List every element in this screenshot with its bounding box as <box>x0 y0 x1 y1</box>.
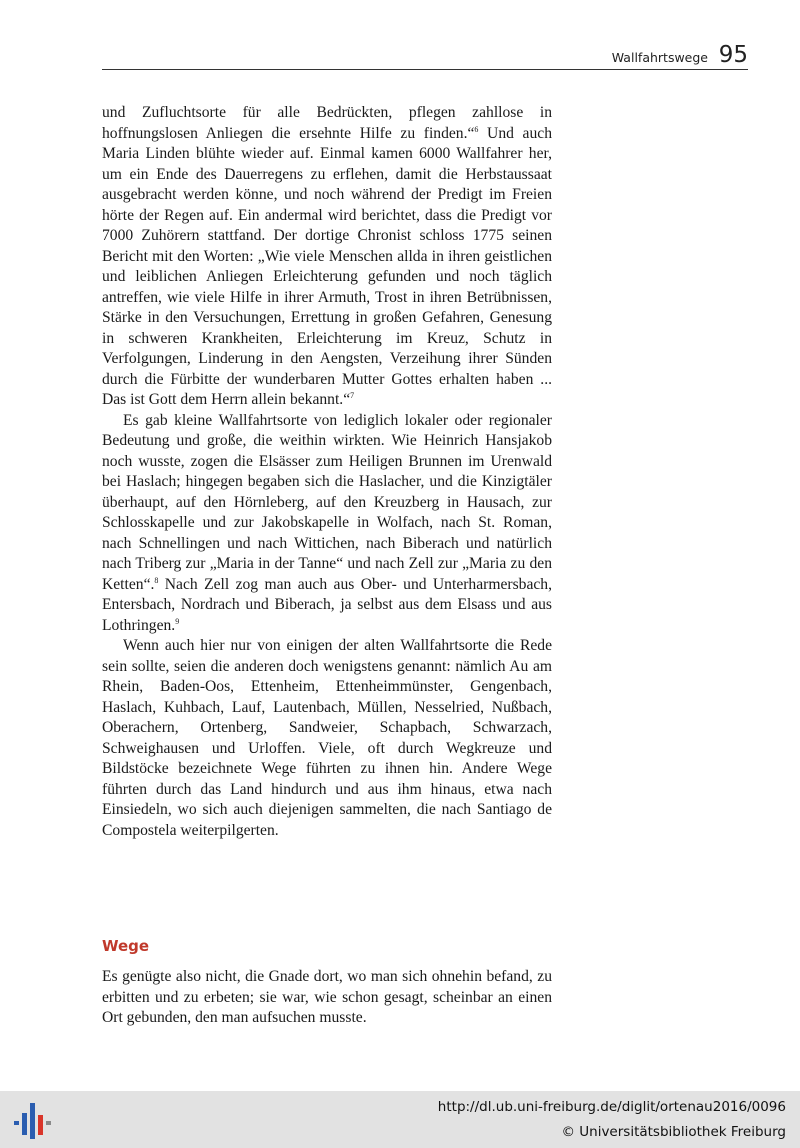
source-url-link[interactable]: http://dl.ub.uni-freiburg.de/diglit/ortenau2016/0096 <box>437 1099 786 1115</box>
ub-freiburg-logo-icon[interactable] <box>12 1101 52 1141</box>
paragraph-1-text-a: und Zufluchtsorte für alle Bedrückten, pflegen zahllose in hoffnungslosen Anliegen die ersehnte Hilfe zu finden.“ <box>102 104 552 142</box>
paragraph-2-text-b: Nach Zell zog man auch aus Ober- und Unterharmersbach, Entersbach, Nordrach und Biberach, ja selbst aus dem Elsass und aus Lothringen. <box>102 575 552 634</box>
footer-bar <box>0 1091 800 1148</box>
footnote-ref-9[interactable]: 9 <box>175 616 180 626</box>
paragraph-2 <box>102 411 552 637</box>
header-rule <box>102 69 748 70</box>
page-number: 95 <box>718 42 748 68</box>
paragraph-2-text-a: Es gab kleine Wallfahrtsorte von lediglich lokaler oder regionaler Bedeutung und große, die weithin wirkten. Wie Heinrich Hansjakob noch wusste, zogen die Elsässer zum Heiligen Brunnen im Urenwald bei Haslach; hingegen begaben sich die Haslacher, und die Kinzigtäler überhaupt, auf den Hörnleberg, auf den Kreuzberg in Hausach, zur Schlosskapelle und zur Jakobskapelle in Wolfach, nach St. Roman, nach Schnellingen und nach Wittichen, nach Biberach und natürlich nach Triberg zur „Maria in der Tanne“ und nach Zell zur „Maria zu den Ketten“. <box>102 411 552 593</box>
paragraph-4: Es genügte also nicht, die Gnade dort, wo man sich ohnehin befand, zu erbitten und zu erbeten; sie war, wie schon gesagt, scheinbar an einen Ort gebunden, den man aufsuchen musste. <box>102 968 552 1026</box>
running-head <box>102 44 748 72</box>
paragraph-3: Wenn auch hier nur von einigen der alten Wallfahrtsorte die Rede sein sollte, seien die anderen doch wenigstens genannt: nämlich Au am Rhein, Baden-Oos, Ettenheim, Ettenheimmünster, Gengenbach, Haslach, Kuhbach, Lauf, Lautenbach, Müllen, Nesselried, Nußbach, Oberachern, Ortenberg, Sandweier, Schapbach, Schwarzach, Schweighausen und Urloffen. Viele, oft durch Wegkreuze und Bildstöcke bezeichnete Wege führten zu ihnen hin. Andere Wege führten durch das Land hindurch und aus ihm hinaus, etwa nach Einsiedeln, wo sich auch diejenigen sammelten, die nach Santiago de Compostela weiterpilgerten. <box>102 637 552 839</box>
section-heading: Wege <box>102 937 150 955</box>
paragraph-1 <box>102 103 552 411</box>
running-title: Wallfahrtswege <box>611 50 708 65</box>
footnote-ref-8[interactable]: 8 <box>154 575 159 585</box>
paragraph-1-text-b: Und auch Maria Linden blühte wieder auf. Einmal kamen 6000 Wallfahrer her, um ein Ende des Dauerregens zu erflehen, damit die Herbstaussaat ausgebracht werden könne, und noch während der Predigt im Freien hörte der Regen auf. Ein andermal wird berichtet, dass die Predigt vor 7000 Zuhörern stattfand. Der dortige Chronist schloss 1775 seinen Bericht mit den Worten: „Wie viele Menschen allda in ihren geistlichen und leiblichen Anliegen Erleichterung gefunden und noch täglich antreffen, wie viele Hilfe in ihrer Armuth, Trost in ihren Betrübnissen, Stärke in den Versuchungen, Errettung in großen Gefahren, Genesung in schweren Krankheiten, Erleichterung im Kreuz, Schutz in Verfolgungen, Linderung in den Aengsten, Verzeihung ihrer Sünden durch die Fürbitte der wunderbaren Mutter Gottes erhalten haben ... Das ist Gott dem Herrn allein bekannt.“ <box>102 124 552 408</box>
section-text <box>102 967 552 1029</box>
main-text <box>102 103 552 841</box>
footnote-ref-7[interactable]: 7 <box>350 390 355 400</box>
copyright-text: © Universitätsbibliothek Freiburg <box>561 1124 786 1140</box>
footnote-ref-6[interactable]: 6 <box>474 124 479 134</box>
